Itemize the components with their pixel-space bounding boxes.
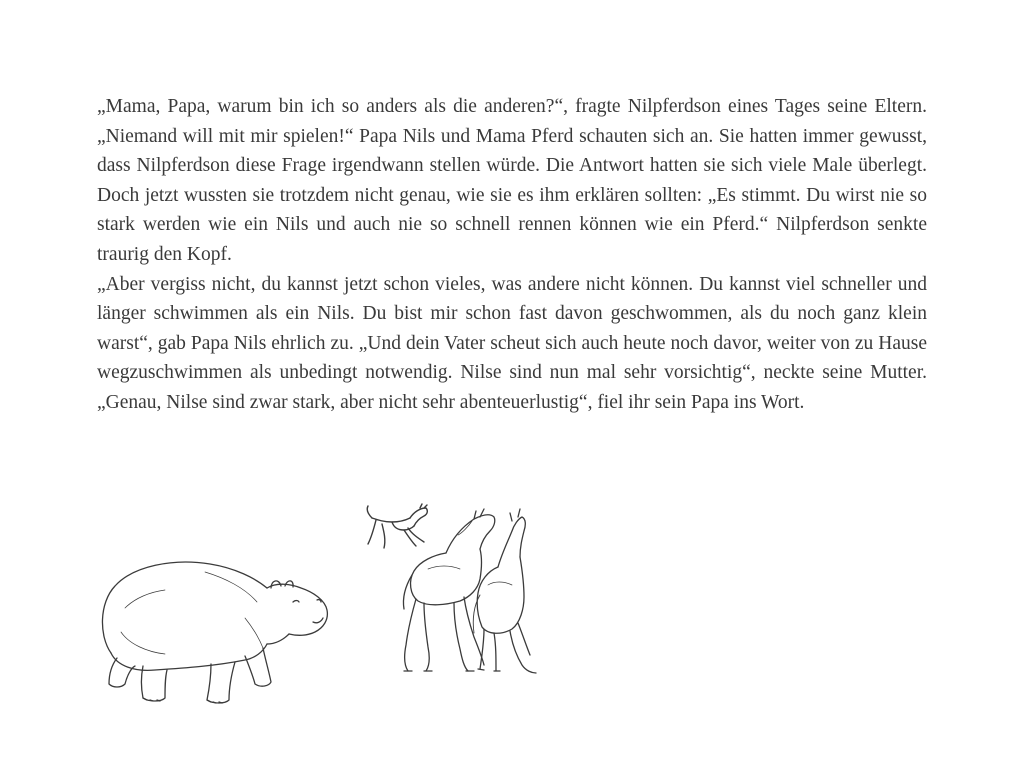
story-text [97, 92, 927, 418]
story-paragraph-2: „Aber vergiss nicht, du kannst jetzt schon vieles, was andere nicht können. Du kannst viel schneller und länger schwimmen als ein Nils. Du bist mir schon fast davon geschwommen, als du noch ganz klein warst“, gab Papa Nils ehrlich zu. „Und dein Vater scheut sich auch heute noch davor, weiter von zu Hause wegzuschwimmen als unbedingt notwendig. Nilse sind nun mal sehr vorsichtig“, neckte seine Mutter. „Genau, Nilse sind zwar stark, aber nicht sehr abenteuerlustig“, fiel ihr sein Papa ins Wort. [97, 273, 927, 413]
hippo-illustration [95, 548, 335, 713]
horses-illustration [398, 505, 543, 680]
foal-illustration [364, 500, 434, 555]
story-paragraph-1: „Mama, Papa, warum bin ich so anders als die anderen?“, fragte Nilpferdson eines Tages seine Eltern. „Niemand will mit mir spielen!“ Papa Nils und Mama Pferd schauten sich an. Sie hatten immer gewusst, dass Nilpferdson diese Frage irgendwann stellen würde. Die Antwort hatten sie sich viele Male überlegt. Doch jetzt wussten sie trotzdem nicht genau, wie sie es ihm erklären sollten: „Es stimmt. Du wirst nie so stark werden wie ein Nils und auch nie so schnell rennen können wie ein Pferd.“ Nilpferdson senkte traurig den Kopf. [97, 96, 927, 265]
